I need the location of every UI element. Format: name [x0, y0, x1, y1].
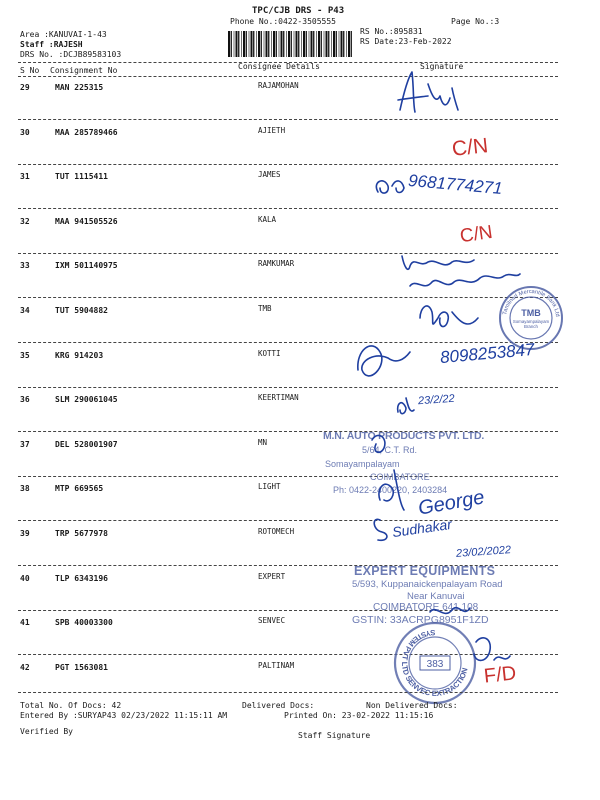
expert-stamp-line1: EXPERT EQUIPMENTS — [354, 564, 496, 578]
area-label: Area :KANUVAI-1-43 — [20, 30, 107, 39]
row-consignment-no: TUT 5904882 — [55, 306, 108, 315]
row-sno: 30 — [20, 128, 30, 137]
handwriting-row-38: George — [416, 486, 487, 520]
row-consignment-no: SLM 290061045 — [55, 395, 118, 404]
tmb-seal-outer: Tamilnad Mercantile Bank Ltd — [502, 288, 560, 318]
row-consignee-name: RAJAMOHAN — [258, 81, 299, 90]
senvec-seal-center: 383 — [426, 659, 444, 670]
row-consignee-name: JAMES — [258, 170, 281, 179]
non-delivered-docs: Non Delivered Docs: — [366, 701, 458, 710]
row-consignee-name: EXPERT — [258, 572, 286, 581]
expert-stamp-line4: COIMBATORE 641 108 — [373, 602, 479, 613]
signature-row-29 — [398, 72, 458, 112]
signature-row-31 — [376, 181, 404, 193]
senvec-seal-ring: SYSTEM PVT LTD SENVEC EXTRACTION — [400, 627, 470, 699]
row-consignment-no: DEL 528001907 — [55, 440, 118, 449]
row-sno: 33 — [20, 261, 30, 270]
row-consignment-no: MTP 669565 — [55, 484, 104, 493]
mn-stamp-line4: COIMBATORE — [370, 472, 430, 482]
signature-row-41 — [430, 608, 470, 614]
col-consignment-header: Consignment No — [50, 66, 118, 75]
handwriting-row-39: Sudhakar — [391, 515, 453, 541]
handwriting-row-33: C/N — [458, 221, 494, 248]
row-consignment-no: MAA 285789466 — [55, 128, 118, 137]
handwriting-row-40-date: 23/02/2022 — [455, 544, 512, 560]
row-sno: 31 — [20, 172, 30, 181]
row-consignee-name: MN — [258, 438, 268, 447]
row-sno: 29 — [20, 83, 30, 92]
total-docs: Total No. Of Docs: 42 — [20, 701, 122, 710]
row-sno: 35 — [20, 351, 30, 360]
entered-by: Entered By :SURYAP43 02/23/2022 11:15:11 AM — [20, 711, 228, 720]
row-consignee-name: PALTINAM — [258, 661, 295, 670]
drs-number: DRS No. :DCJB89583103 — [20, 50, 122, 59]
signature-row-34 — [420, 306, 478, 327]
row-consignment-no: TRP 5677978 — [55, 529, 108, 538]
staff-label: Staff :RAJESH — [20, 40, 83, 49]
rs-number: RS No.:895831 — [360, 27, 423, 36]
row-sno: 42 — [20, 663, 30, 672]
row-sno: 41 — [20, 618, 30, 627]
row-consignee-name: ROTOMECH — [258, 527, 295, 536]
signature-row-36 — [398, 398, 414, 414]
row-consignee-name: LIGHT — [258, 482, 281, 491]
row-sno: 32 — [20, 217, 30, 226]
handwriting-row-36-date: 23/2/22 — [417, 392, 456, 408]
row-consignment-no: TLP 6343196 — [55, 574, 108, 583]
row-sno: 36 — [20, 395, 30, 404]
expert-stamp-line5: GSTIN: 33ACRPG8951F1ZD — [352, 614, 489, 626]
row-sno: 38 — [20, 484, 30, 493]
mn-stamp-line5: Ph: 0422-2400220, 2403284 — [333, 485, 448, 495]
report-title: TPC/CJB DRS - P43 — [252, 6, 345, 16]
row-sno: 39 — [20, 529, 30, 538]
expert-stamp-line3: Near Kanuvai — [407, 591, 465, 602]
tmb-seal-inner1: TMB — [521, 308, 541, 318]
tmb-seal-inner2: Somayampalayam — [512, 319, 550, 324]
signature-row-33 — [402, 256, 520, 286]
handwriting-row-30: C/N — [450, 134, 490, 161]
phone-number: Phone No.:0422-3505555 — [230, 17, 336, 26]
delivered-docs: Delivered Docs: — [242, 701, 315, 710]
page-number: Page No.:3 — [451, 17, 500, 26]
row-consignment-no: KRG 914203 — [55, 351, 104, 360]
staff-signature: Staff Signature — [298, 731, 371, 740]
handwriting-row-31: 9681774271 — [407, 170, 504, 199]
row-consignment-no: MAA 941505526 — [55, 217, 118, 226]
signature-row-42 — [474, 638, 510, 661]
handwriting-row-35-phone: 8098253847 — [439, 339, 536, 368]
col-consignee-header: Consignee Details — [238, 62, 320, 71]
mn-stamp-line1: M.N. AUTO PRODUCTS PVT. LTD. — [323, 430, 485, 442]
handwriting-row-42: F/D — [482, 662, 518, 688]
row-consignee-name: KOTTI — [258, 349, 281, 358]
tmb-seal-inner3: Branch — [524, 324, 538, 329]
verified-by: Verified By — [20, 727, 73, 736]
row-consignee-name: KEERTIMAN — [258, 393, 299, 402]
rs-date: RS Date:23-Feb-2022 — [360, 37, 452, 46]
row-consignee-name: AJIETH — [258, 126, 286, 135]
row-consignee-name: RAMKUMAR — [258, 259, 295, 268]
mn-stamp-line2: 5/64, C.T. Rd. — [362, 445, 418, 455]
row-consignment-no: MAN 225315 — [55, 83, 104, 92]
row-consignee-name: SENVEC — [258, 616, 286, 625]
row-sno: 37 — [20, 440, 30, 449]
row-consignment-no: IXM 501140975 — [55, 261, 118, 270]
footer-divider — [18, 692, 558, 693]
signature-row-35 — [358, 346, 410, 376]
row-sno: 40 — [20, 574, 30, 583]
row-consignment-no: SPB 40003300 — [55, 618, 113, 627]
mn-stamp-line3: Somayampalayam — [325, 459, 400, 469]
col-sno-header: S No — [20, 66, 40, 75]
row-sno: 34 — [20, 306, 30, 315]
row-consignment-no: PGT 1563081 — [55, 663, 108, 672]
expert-stamp-line2: 5/593, Kuppanaickenpalayam Road — [352, 579, 503, 590]
printed-on: Printed On: 23-02-2022 11:15:16 — [284, 711, 434, 720]
signature-row-38 — [379, 470, 404, 510]
row-consignment-no: TUT 1115411 — [55, 172, 108, 181]
signature-row-37 — [372, 435, 385, 452]
signature-row-39 — [374, 519, 387, 540]
row-consignee-name: TMB — [258, 304, 272, 313]
col-signature-header: Signature — [420, 62, 464, 71]
row-consignee-name: KALA — [258, 215, 277, 224]
